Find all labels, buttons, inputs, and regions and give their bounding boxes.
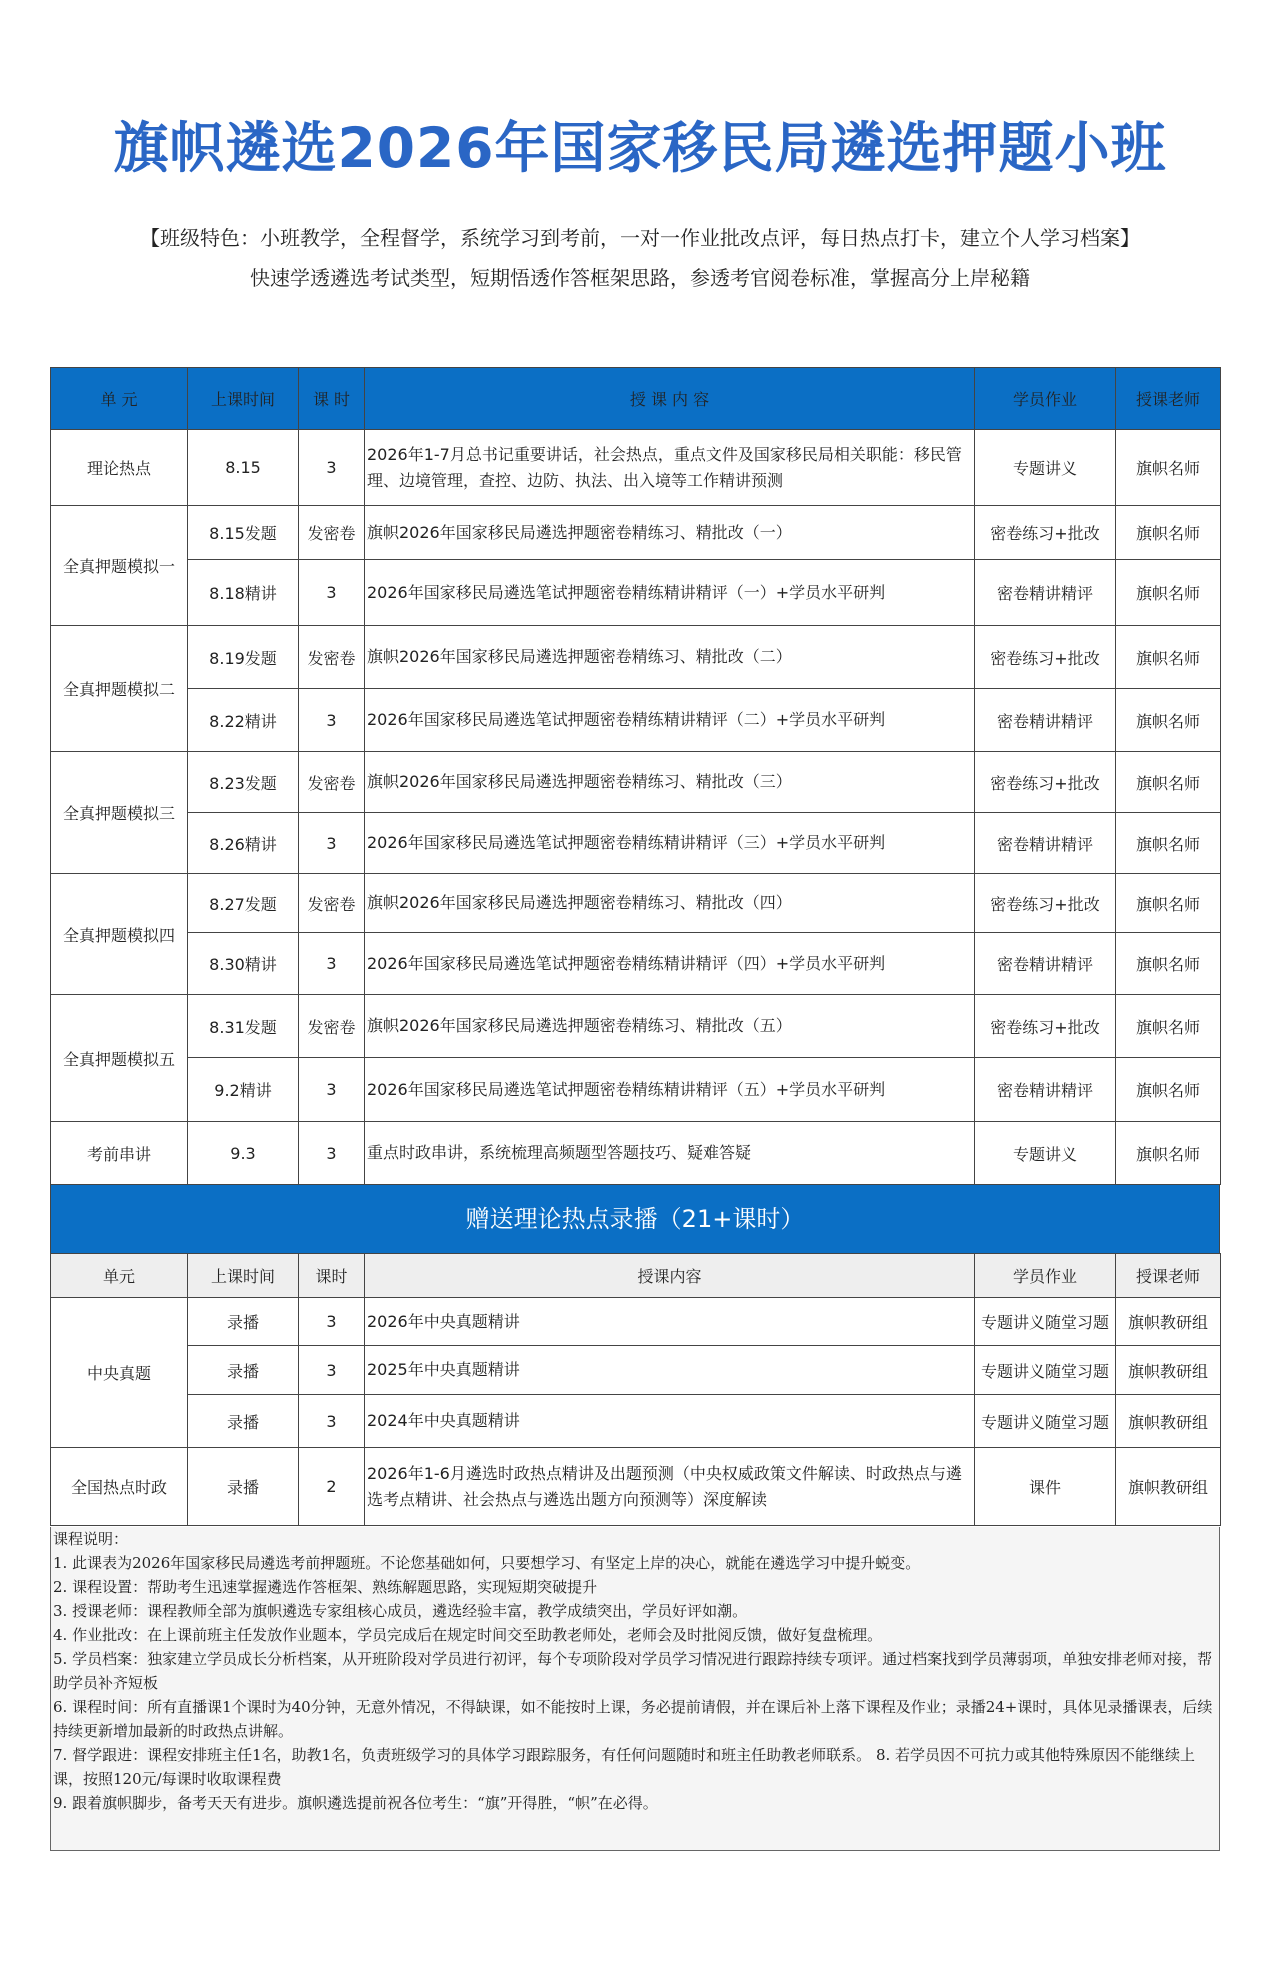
time-cell: 8.27发题 (188, 874, 299, 933)
hours-cell: 3 (299, 813, 365, 874)
homework-cell: 密卷精讲精评 (975, 689, 1116, 752)
table-row (51, 933, 1221, 995)
note-item: 7. 督学跟进：课程安排班主任1名，助教1名，负责班级学习的具体学习跟踪服务，有任何问题随时和班主任助教老师联系。 8. 若学员因不可抗力或其他特殊原因不能继续上课，按照120元/每课时收取课程费 (53, 1746, 1196, 1788)
col-unit-header: 单元 (51, 1254, 188, 1298)
content-cell: 重点时政串讲，系统梳理高频题型答题技巧、疑难答疑 (365, 1122, 975, 1185)
note-item: 1. 此课表为2026年国家移民局遴选考前押题班。不论您基础如何，只要想学习、有坚定上岸的决心，就能在遴选学习中提升蜕变。 (53, 1554, 921, 1572)
table-row (51, 995, 1221, 1058)
col-content-header: 授课内容 (365, 1254, 975, 1298)
time-cell: 8.30精讲 (188, 933, 299, 995)
teacher-cell: 旗帜名师 (1116, 813, 1221, 874)
time-cell: 录播 (188, 1298, 299, 1346)
table-row (51, 1346, 1221, 1395)
time-cell: 录播 (188, 1346, 299, 1395)
teacher-cell: 旗帜名师 (1116, 752, 1221, 813)
hours-cell: 3 (299, 1122, 365, 1185)
homework-cell: 专题讲义随堂习题 (975, 1395, 1116, 1448)
table-row (51, 874, 1221, 933)
schedule-header-row (51, 368, 1221, 430)
hours-cell: 3 (299, 560, 365, 626)
hours-cell: 发密卷 (299, 874, 365, 933)
note-item: 5. 学员档案：独家建立学员成长分析档案，从开班阶段对学员进行初评，每个专项阶段对学员学习情况进行跟踪持续专项评。通过档案找到学员薄弱项，单独安排老师对接，帮助学员补齐短板 (53, 1650, 1213, 1692)
content-cell: 旗帜2026年国家移民局遴选押题密卷精练习、精批改（三） (365, 752, 975, 813)
teacher-cell: 旗帜名师 (1116, 689, 1221, 752)
teacher-cell: 旗帜教研组 (1116, 1346, 1221, 1395)
content-cell: 2024年中央真题精讲 (365, 1395, 975, 1448)
table-row (51, 626, 1221, 689)
content-cell: 2026年国家移民局遴选笔试押题密卷精练精讲精评（三）+学员水平研判 (365, 813, 975, 874)
unit-cell: 全真押题模拟二 (51, 626, 188, 752)
teacher-cell: 旗帜教研组 (1116, 1448, 1221, 1526)
schedule-table (50, 367, 1221, 1185)
col-teacher-header: 授课老师 (1116, 1254, 1221, 1298)
teacher-cell: 旗帜教研组 (1116, 1395, 1221, 1448)
unit-cell: 全国热点时政 (51, 1448, 188, 1526)
teacher-cell: 旗帜名师 (1116, 560, 1221, 626)
hours-cell: 发密卷 (299, 506, 365, 560)
content-cell: 2025年中央真题精讲 (365, 1346, 975, 1395)
time-cell: 8.26精讲 (188, 813, 299, 874)
homework-cell: 密卷练习+批改 (975, 752, 1116, 813)
table-row (51, 813, 1221, 874)
note-item: 2. 课程设置：帮助考生迅速掌握遴选作答框架、熟练解题思路，实现短期突破提升 (53, 1578, 598, 1596)
time-cell: 录播 (188, 1448, 299, 1526)
col-time-header: 上课时间 (188, 368, 299, 430)
note-item: 3. 授课老师：课程教师全部为旗帜遴选专家组核心成员，遴选经验丰富，教学成绩突出，学员好评如潮。 (53, 1602, 748, 1620)
table-row (51, 1448, 1221, 1526)
time-cell: 8.31发题 (188, 995, 299, 1058)
bonus-banner: 赠送理论热点录播（21+课时） (50, 1185, 1220, 1253)
homework-cell: 专题讲义 (975, 430, 1116, 506)
content-cell: 2026年1-6月遴选时政热点精讲及出题预测（中央权威政策文件解读、时政热点与遴选考点精讲、社会热点与遴选出题方向预测等）深度解读 (365, 1448, 975, 1526)
table-row (51, 1395, 1221, 1448)
note-item: 6. 课程时间：所有直播课1个课时为40分钟，无意外情况，不得缺课，如不能按时上课，务必提前请假，并在课后补上落下课程及作业；录播24+课时，具体见录播课表，后续持续更新增加最新的时政热点讲解。 (53, 1698, 1213, 1740)
homework-cell: 专题讲义随堂习题 (975, 1346, 1116, 1395)
class-features: 【班级特色：小班教学，全程督学，系统学习到考前，一对一作业批改点评，每日热点打卡，建立个人学习档案】 (140, 226, 1140, 250)
teacher-cell: 旗帜教研组 (1116, 1298, 1221, 1346)
time-cell: 录播 (188, 1395, 299, 1448)
table-row (51, 1122, 1221, 1185)
teacher-cell: 旗帜名师 (1116, 995, 1221, 1058)
hours-cell: 3 (299, 1395, 365, 1448)
content-cell: 2026年国家移民局遴选笔试押题密卷精练精讲精评（一）+学员水平研判 (365, 560, 975, 626)
course-notes (50, 1527, 1220, 1851)
col-hours-header: 课 时 (299, 368, 365, 430)
hours-cell: 发密卷 (299, 626, 365, 689)
col-homework-header: 学员作业 (975, 1254, 1116, 1298)
bonus-table (50, 1253, 1221, 1526)
unit-cell: 理论热点 (51, 430, 188, 506)
unit-cell: 中央真题 (51, 1298, 188, 1448)
col-teacher-header: 授课老师 (1116, 368, 1221, 430)
time-cell: 8.15发题 (188, 506, 299, 560)
content-cell: 2026年国家移民局遴选笔试押题密卷精练精讲精评（五）+学员水平研判 (365, 1058, 975, 1122)
hours-cell: 发密卷 (299, 995, 365, 1058)
teacher-cell: 旗帜名师 (1116, 506, 1221, 560)
hours-cell: 2 (299, 1448, 365, 1526)
homework-cell: 密卷精讲精评 (975, 1058, 1116, 1122)
hours-cell: 3 (299, 933, 365, 995)
time-cell: 8.22精讲 (188, 689, 299, 752)
unit-cell: 全真押题模拟四 (51, 874, 188, 995)
content-cell: 2026年国家移民局遴选笔试押题密卷精练精讲精评（四）+学员水平研判 (365, 933, 975, 995)
table-row (51, 689, 1221, 752)
teacher-cell: 旗帜名师 (1116, 626, 1221, 689)
homework-cell: 密卷练习+批改 (975, 626, 1116, 689)
homework-cell: 课件 (975, 1448, 1116, 1526)
content-cell: 2026年中央真题精讲 (365, 1298, 975, 1346)
hours-cell: 3 (299, 1346, 365, 1395)
content-cell: 旗帜2026年国家移民局遴选押题密卷精练习、精批改（四） (365, 874, 975, 933)
bonus-header-row (51, 1254, 1221, 1298)
hours-cell: 3 (299, 430, 365, 506)
homework-cell: 密卷练习+批改 (975, 874, 1116, 933)
col-time-header: 上课时间 (188, 1254, 299, 1298)
teacher-cell: 旗帜名师 (1116, 430, 1221, 506)
col-hours-header: 课时 (299, 1254, 365, 1298)
time-cell: 9.2精讲 (188, 1058, 299, 1122)
homework-cell: 专题讲义随堂习题 (975, 1298, 1116, 1346)
note-item: 4. 作业批改：在上课前班主任发放作业题本，学员完成后在规定时间交至助教老师处，老师会及时批阅反馈，做好复盘梳理。 (53, 1626, 883, 1644)
note-item: 9. 跟着旗帜脚步，备考天天有进步。旗帜遴选提前祝各位考生：“旗”开得胜，“帜”在必得。 (53, 1794, 658, 1812)
notes-heading: 课程说明： (53, 1530, 129, 1548)
hours-cell: 发密卷 (299, 752, 365, 813)
hours-cell: 3 (299, 689, 365, 752)
table-row (51, 560, 1221, 626)
content-cell: 旗帜2026年国家移民局遴选押题密卷精练习、精批改（五） (365, 995, 975, 1058)
unit-cell: 考前串讲 (51, 1122, 188, 1185)
content-cell: 2026年国家移民局遴选笔试押题密卷精练精讲精评（二）+学员水平研判 (365, 689, 975, 752)
time-cell: 9.3 (188, 1122, 299, 1185)
col-unit-header: 单 元 (51, 368, 188, 430)
content-cell: 旗帜2026年国家移民局遴选押题密卷精练习、精批改（一） (365, 506, 975, 560)
teacher-cell: 旗帜名师 (1116, 933, 1221, 995)
schedule-sheet (50, 367, 1220, 1526)
col-homework-header: 学员作业 (975, 368, 1116, 430)
time-cell: 8.15 (188, 430, 299, 506)
homework-cell: 密卷精讲精评 (975, 933, 1116, 995)
teacher-cell: 旗帜名师 (1116, 874, 1221, 933)
unit-cell: 全真押题模拟五 (51, 995, 188, 1122)
page-title: 旗帜遴选2026年国家移民局遴选押题小班 (113, 116, 1167, 180)
table-row (51, 1058, 1221, 1122)
time-cell: 8.23发题 (188, 752, 299, 813)
homework-cell: 专题讲义 (975, 1122, 1116, 1185)
table-row (51, 506, 1221, 560)
teacher-cell: 旗帜名师 (1116, 1058, 1221, 1122)
class-tagline: 快速学透遴选考试类型，短期悟透作答框架思路，参透考官阅卷标准，掌握高分上岸秘籍 (250, 266, 1030, 290)
homework-cell: 密卷精讲精评 (975, 813, 1116, 874)
time-cell: 8.18精讲 (188, 560, 299, 626)
unit-cell: 全真押题模拟三 (51, 752, 188, 874)
table-row (51, 430, 1221, 506)
homework-cell: 密卷练习+批改 (975, 506, 1116, 560)
content-cell: 2026年1-7月总书记重要讲话，社会热点，重点文件及国家移民局相关职能：移民管理、边境管理，查控、边防、执法、出入境等工作精讲预测 (365, 430, 975, 506)
hours-cell: 3 (299, 1058, 365, 1122)
table-row (51, 752, 1221, 813)
teacher-cell: 旗帜名师 (1116, 1122, 1221, 1185)
hours-cell: 3 (299, 1298, 365, 1346)
homework-cell: 密卷练习+批改 (975, 995, 1116, 1058)
homework-cell: 密卷精讲精评 (975, 560, 1116, 626)
table-row (51, 1298, 1221, 1346)
col-content-header: 授 课 内 容 (365, 368, 975, 430)
unit-cell: 全真押题模拟一 (51, 506, 188, 626)
time-cell: 8.19发题 (188, 626, 299, 689)
content-cell: 旗帜2026年国家移民局遴选押题密卷精练习、精批改（二） (365, 626, 975, 689)
